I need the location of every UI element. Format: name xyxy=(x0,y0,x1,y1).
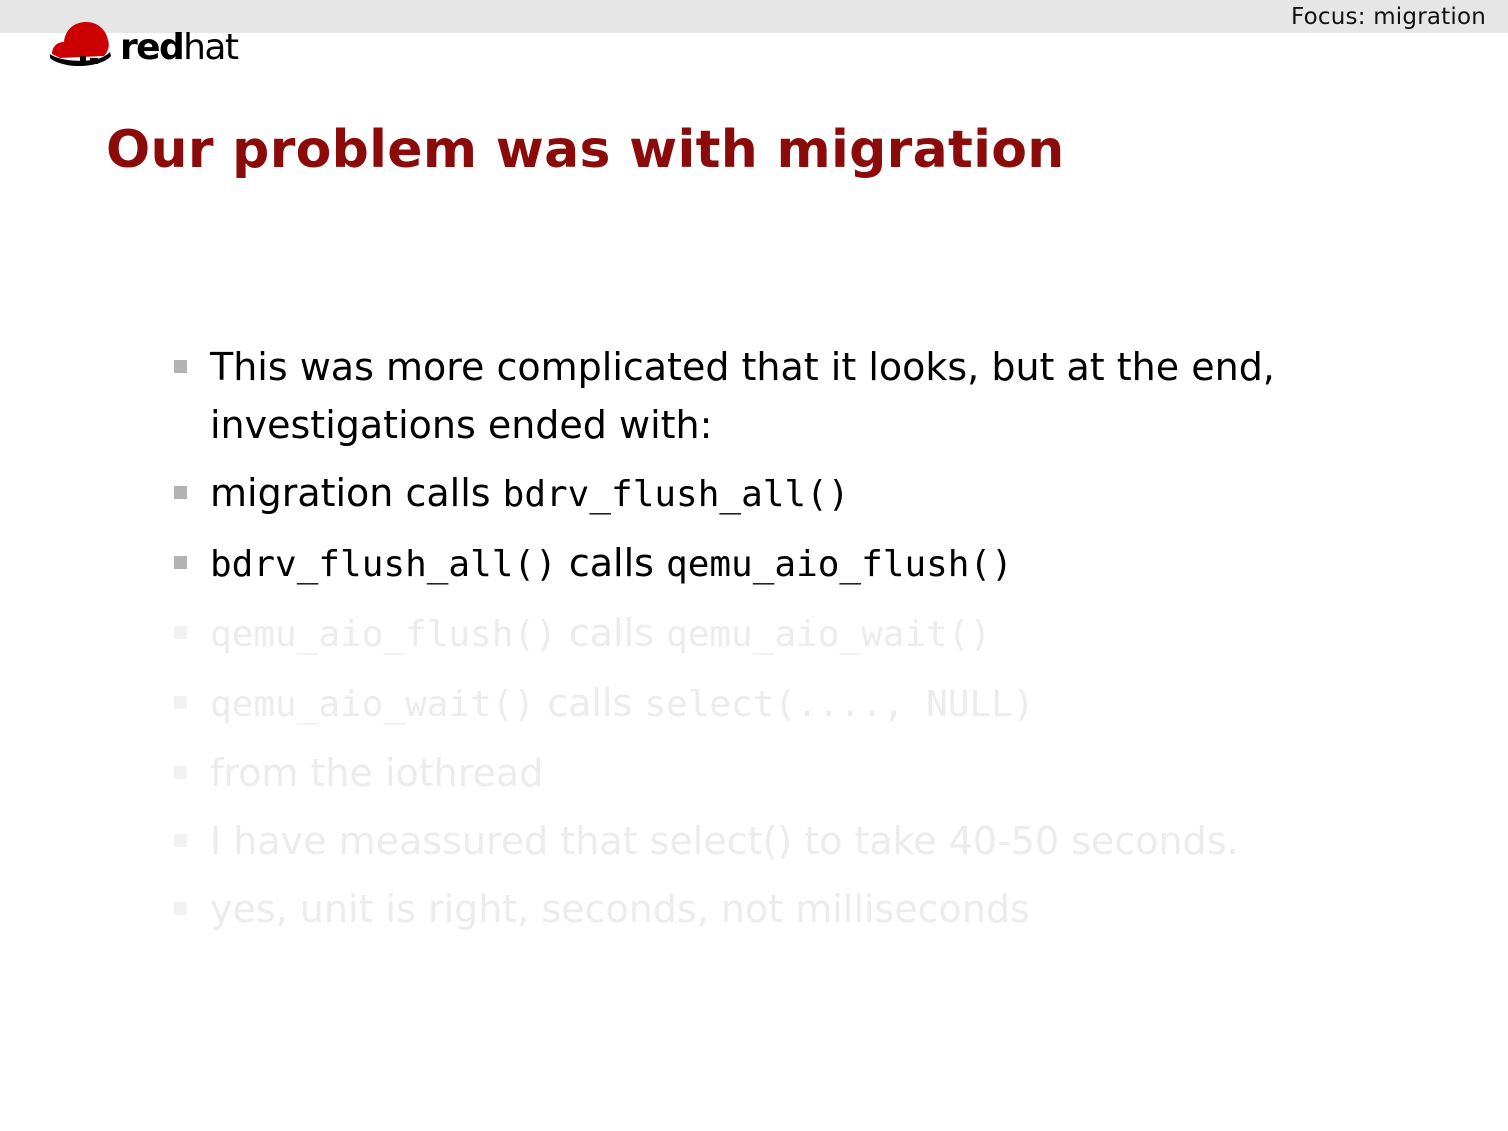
bullet-marker-icon xyxy=(174,556,187,569)
bullet-code: qemu_aio_wait() xyxy=(666,614,992,655)
bullet-item xyxy=(172,464,1352,524)
bullet-marker-icon xyxy=(174,766,187,779)
bullet-code: qemu_aio_wait() xyxy=(210,684,536,725)
slide-title: Our problem was with migration xyxy=(106,120,1065,180)
bullet-item xyxy=(172,534,1352,594)
bullet-item-hidden xyxy=(172,604,1352,664)
logo-text-hat: hat xyxy=(183,27,238,68)
bullet-item-hidden xyxy=(172,812,1352,870)
bullet-text: calls xyxy=(556,611,667,655)
bullet-text: This was more complicated that it looks, but at the end, investigations ended with: xyxy=(210,345,1275,447)
bullet-marker-icon xyxy=(174,834,187,847)
bullet-text: migration calls xyxy=(210,471,503,515)
bullet-list xyxy=(172,338,1352,948)
bullet-item-hidden xyxy=(172,674,1352,734)
section-label: Focus: migration xyxy=(1291,4,1486,30)
bullet-marker-icon xyxy=(174,360,187,373)
bullet-marker-icon xyxy=(174,626,187,639)
bullet-code: bdrv_flush_all() xyxy=(502,474,850,515)
bullet-marker-icon xyxy=(174,902,187,915)
redhat-wordmark xyxy=(120,27,238,68)
bullet-item-hidden xyxy=(172,744,1352,802)
bullet-code: qemu_aio_flush() xyxy=(210,614,557,655)
bullet-code: bdrv_flush_all() xyxy=(210,544,557,585)
bullet-marker-icon xyxy=(174,486,187,499)
bullet-text: from the iothread xyxy=(210,751,544,795)
bullet-item xyxy=(172,338,1352,454)
bullet-code: select(...., NULL) xyxy=(644,684,1035,725)
logo-text-red: red xyxy=(120,27,184,68)
bullet-code: qemu_aio_flush() xyxy=(666,544,1013,585)
bullet-text: yes, unit is right, seconds, not milliseconds xyxy=(210,887,1030,931)
bullet-item-hidden xyxy=(172,880,1352,938)
bullet-marker-icon xyxy=(174,696,187,709)
bullet-text: calls xyxy=(556,541,667,585)
bullet-text: I have meassured that select() to take 40-50 seconds. xyxy=(210,819,1239,863)
bullet-text: calls xyxy=(535,681,645,725)
